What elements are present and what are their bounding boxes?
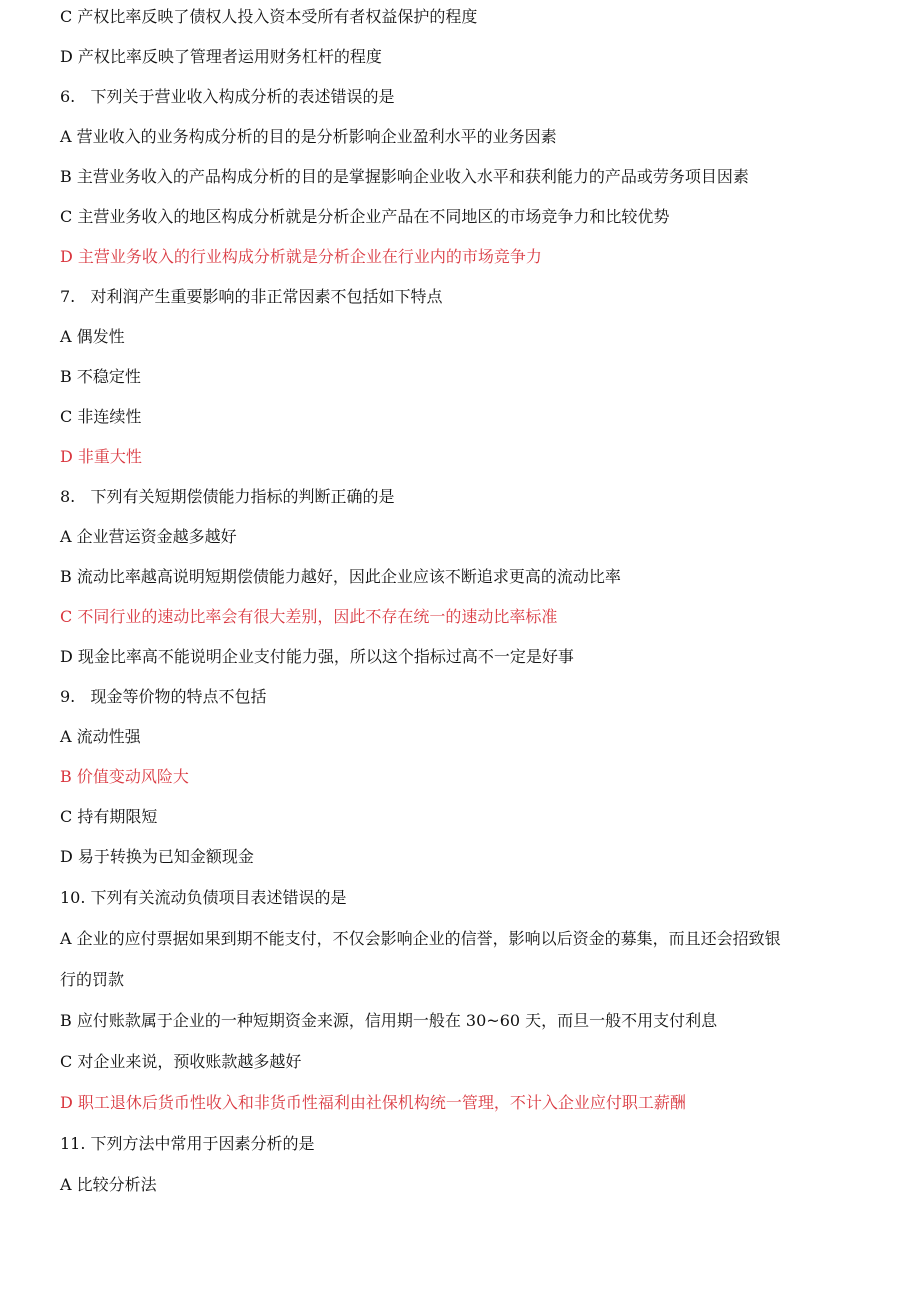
option-b-q10: B 应付账款属于企业的一种短期资金来源，信用期一般在 30~60 天，而旦一般不用支付利息 (60, 1011, 718, 1030)
option-b-q7: B 不稳定性 (60, 367, 141, 386)
question-10: 10. 下列有关流动负债项目表述错误的是 (60, 888, 347, 907)
option-a-q10-continued: 行的罚款 (60, 970, 125, 989)
option-c-q7: C 非连续性 (60, 407, 142, 426)
option-c-q9: C 持有期限短 (60, 807, 158, 826)
option-a-q7: A 偶发性 (60, 327, 125, 346)
option-c-q10: C 对企业来说，预收账款越多越好 (60, 1052, 302, 1071)
question-7: 7. 对利润产生重要影响的非正常因素不包括如下特点 (60, 287, 443, 306)
option-b-q8: B 流动比率越高说明短期偿债能力越好，因此企业应该不断追求更高的流动比率 (60, 567, 621, 586)
option-c-q5: C 产权比率反映了债权人投入资本受所有者权益保护的程度 (60, 7, 478, 26)
option-d-q5: D 产权比率反映了管理者运用财务杠杆的程度 (60, 47, 382, 66)
option-a-q11: A 比较分析法 (60, 1175, 157, 1194)
question-11: 11. 下列方法中常用于因素分析的是 (60, 1134, 315, 1153)
option-b-q6: B 主营业务收入的产品构成分析的目的是掌握影响企业收入水平和获利能力的产品或劳务项目因素 (60, 167, 749, 186)
option-a-q10: A 企业的应付票据如果到期不能支付，不仅会影响企业的信誉，影响以后资金的募集，而且还会招致银 (60, 929, 781, 948)
option-c-q6: C 主营业务收入的地区构成分析就是分析企业产品在不同地区的市场竞争力和比较优势 (60, 207, 670, 226)
question-6: 6. 下列关于营业收入构成分析的表述错误的是 (60, 87, 395, 106)
option-a-q8: A 企业营运资金越多越好 (60, 527, 237, 546)
option-a-q6: A 营业收入的业务构成分析的目的是分析影响企业盈利水平的业务因素 (60, 127, 557, 146)
option-c-q8-answer: C 不同行业的速动比率会有很大差别，因此不存在统一的速动比率标准 (60, 607, 558, 626)
option-a-q9: A 流动性强 (60, 727, 141, 746)
question-8: 8. 下列有关短期偿债能力指标的判断正确的是 (60, 487, 395, 506)
question-9: 9. 现金等价物的特点不包括 (60, 687, 267, 706)
option-d-q8: D 现金比率高不能说明企业支付能力强，所以这个指标过高不一定是好事 (60, 647, 574, 666)
option-d-q9: D 易于转换为已知金额现金 (60, 847, 254, 866)
option-d-q10-answer: D 职工退休后货币性收入和非货币性福利由社保机构统一管理，不计入企业应付职工薪酬 (60, 1093, 686, 1112)
option-d-q7-answer: D 非重大性 (60, 447, 142, 466)
option-b-q9-answer: B 价值变动风险大 (60, 767, 189, 786)
option-d-q6-answer: D 主营业务收入的行业构成分析就是分析企业在行业内的市场竞争力 (60, 247, 542, 266)
